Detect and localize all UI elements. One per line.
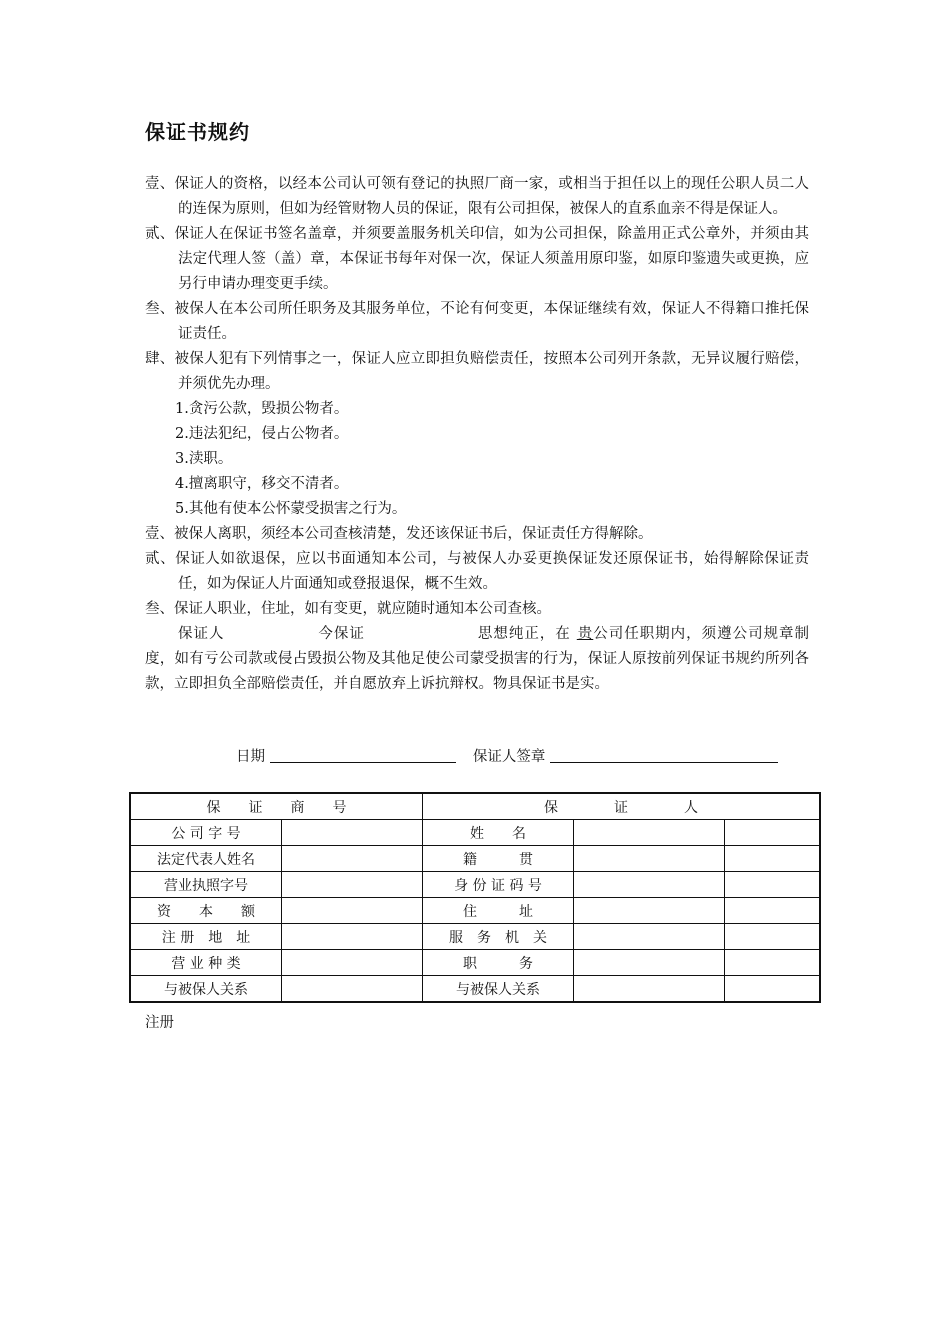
footer-note: 注册 (145, 1015, 174, 1031)
sub-item: 3.渎职。 (175, 451, 233, 467)
value-cell[interactable] (574, 872, 725, 898)
value-cell[interactable] (725, 898, 821, 924)
clause-5: 壹、被保人离职，须经本公司查核清楚，发还该保证书后，保证责任方得解除。 (145, 526, 653, 542)
table-row (130, 898, 820, 924)
signer-label: 保证人签章 (472, 749, 546, 765)
value-cell[interactable] (725, 872, 821, 898)
guarantee-declaration: 保证人 今保证 思想纯正，在 贵公司任职期内，须遵公司规章制度，如有亏公司款或侵占毁损公物及其他足使公司蒙受损害的行为，保证人原按前列保证书规约所列各款，立即担负全部赔偿责任，并自愿放弃上诉抗辩权。物具保证书是实。 (145, 626, 810, 692)
value-cell[interactable] (282, 898, 423, 924)
value-cell[interactable] (725, 950, 821, 976)
table-row (130, 872, 820, 898)
clause-6: 贰、保证人如欲退保，应以书面通知本公司，与被保人办妥更换保证发还原保证书，始得解除保证责任，如为保证人片面通知或登报退保，概不生效。 (145, 551, 810, 592)
table-row (130, 846, 820, 872)
row-label: 营 业 种 类 (130, 950, 282, 976)
table-row (130, 976, 820, 1003)
value-cell[interactable] (725, 924, 821, 950)
row-label: 与被保人关系 (130, 976, 282, 1003)
row-label: 法定代表人姓名 (130, 846, 282, 872)
value-cell[interactable] (725, 820, 821, 846)
value-cell[interactable] (282, 846, 423, 872)
date-line[interactable] (270, 746, 456, 763)
row-label: 住 址 (423, 898, 574, 924)
value-cell[interactable] (282, 820, 423, 846)
clause-4: 肆、被保人犯有下列情事之一，保证人应立即担负赔偿责任，按照本公司列开条款，无异议履行赔偿，并须优先办理。 (145, 351, 810, 392)
value-cell[interactable] (574, 846, 725, 872)
row-label: 注 册 地 址 (130, 924, 282, 950)
row-label: 服 务 机 关 (423, 924, 574, 950)
value-cell[interactable] (574, 924, 725, 950)
signature-line[interactable] (550, 746, 778, 763)
table-row (130, 820, 820, 846)
row-label: 籍 贯 (423, 846, 574, 872)
value-cell[interactable] (725, 846, 821, 872)
row-label: 资 本 额 (130, 898, 282, 924)
table-header-company: 保 证 商 号 (130, 793, 423, 820)
table-row (130, 924, 820, 950)
table-header-guarantor: 保 证 人 (423, 793, 821, 820)
value-cell[interactable] (725, 976, 821, 1003)
clause-1: 壹、保证人的资格，以经本公司认可领有登记的执照厂商一家，或相当于担任以上的现任公职人员二人的连保为原则，但如为经管财物人员的保证，限有公司担保，被保人的直系血亲不得是保证人。 (145, 176, 810, 217)
date-label: 日期 (236, 749, 265, 765)
row-label: 姓 名 (423, 820, 574, 846)
clause-2: 贰、保证人在保证书签名盖章，并须要盖服务机关印信，如为公司担保，除盖用正式公章外，并须由其法定代理人签（盖）章，本保证书每年对保一次，保证人须盖用原印鉴，如原印鉴遗失或更换，应另行申请办理变更手续。 (145, 226, 810, 292)
row-label: 公 司 字 号 (130, 820, 282, 846)
sub-item: 1.贪污公款，毁损公物者。 (175, 401, 349, 417)
value-cell[interactable] (574, 898, 725, 924)
clauses-section (145, 172, 809, 697)
sub-item: 4.擅离职守，移交不清者。 (175, 476, 349, 492)
guarantor-info-table (129, 792, 821, 1003)
value-cell[interactable] (282, 872, 423, 898)
value-cell[interactable] (282, 950, 423, 976)
clause-7: 叁、保证人职业，住址，如有变更，就应随时通知本公司查核。 (145, 601, 551, 617)
sub-item: 5.其他有使本公怀蒙受损害之行为。 (175, 501, 407, 517)
value-cell[interactable] (574, 950, 725, 976)
row-label: 职 务 (423, 950, 574, 976)
sub-item: 2.违法犯纪，侵占公物者。 (175, 426, 349, 442)
value-cell[interactable] (574, 976, 725, 1003)
row-label: 与被保人关系 (423, 976, 574, 1003)
table-row (130, 950, 820, 976)
row-label: 身 份 证 码 号 (423, 872, 574, 898)
document-title: 保证书规约 (145, 120, 250, 144)
value-cell[interactable] (282, 924, 423, 950)
row-label: 营业执照字号 (130, 872, 282, 898)
clause-3: 叁、被保人在本公司所任职务及其服务单位，不论有何变更，本保证继续有效，保证人不得籍口推托保证责任。 (145, 301, 810, 342)
signature-row (236, 745, 778, 766)
value-cell[interactable] (574, 820, 725, 846)
value-cell[interactable] (282, 976, 423, 1003)
